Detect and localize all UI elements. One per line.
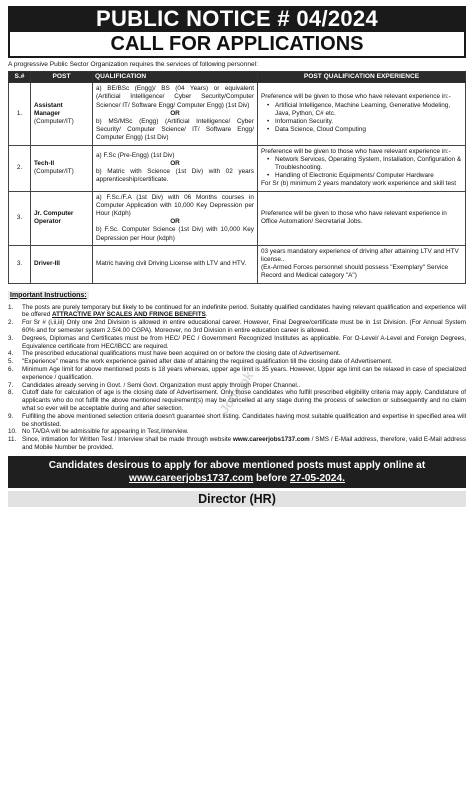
experience-bullet: • Artificial Intelligence, Machine Learning, Generative Modeling, Java, Python, C# etc. (267, 101, 451, 117)
post-title: Tech-II (34, 159, 55, 167)
list-item: 10. No TA/DA will be admissible for appearing in Test,/interview. (8, 428, 189, 436)
posts-table (8, 71, 466, 284)
experience-tail: For Sr (b) minimum 2 years mandatory work experience and skill test (261, 180, 456, 188)
list-item: 2. For Sr # (i,ii,iii) Only one 2nd Division is allowed in entire educational career. However, Final Degree/certificate must be in 1st Division. (For Annual System 60% and for semester system 2.5/4.00 CGPA). Moreover, no 3rd Division in entire education career is allowed. (8, 319, 466, 335)
experience-bullet: • Handling of Electronic Equipments/ Computer Hardware (267, 172, 434, 180)
col-header-post: POST (31, 72, 93, 83)
website-link[interactable]: www.careerjobs1737.com (233, 436, 310, 444)
bullet-icon: • (267, 155, 270, 163)
qualification-b: b) MS/MSc (Engg) (Artificial Intelligence/ Cyber Security/ Computer Science/ IT/ Software Engg/ Computer Engg) (1st Div) (96, 118, 254, 142)
post-title: Assistant Manager (34, 101, 63, 117)
list-item: 9. Fulfilling the above mentioned selection criteria doesn't guarantee short listing. Candidates having most suitable qualification and expertise in specified area will be shortlisted. (8, 412, 466, 428)
apply-website-link[interactable]: www.careerjobs1737.com (129, 472, 254, 484)
qualification-b: b) Matric with Science (1st Div) with 02 years apprenticeship/certificate. (96, 168, 254, 184)
apply-line: Candidates desirous to apply for above mentioned posts must apply online at (48, 459, 426, 471)
row-sno: 3. (9, 191, 31, 245)
or-label: OR (170, 159, 180, 167)
bullet-icon: • (267, 101, 270, 109)
list-item: 7. Candidates already serving in Govt. / Semi Govt. Organization must apply through Proper Channel.. (8, 381, 301, 389)
qualification-a: a) F.Sc./F.A (1st Div) with 06 Months courses in Computer Application with 10,000 Key Depression per Hour (Kdph) (96, 193, 254, 218)
row-post (31, 83, 93, 145)
row-experience (258, 145, 466, 191)
row-experience (258, 83, 466, 145)
bullet-icon: • (267, 118, 270, 126)
table-row (9, 245, 466, 283)
call-for-applications-title: CALL FOR APPLICATIONS (8, 32, 466, 58)
bullet-icon: • (267, 172, 270, 180)
apply-online-banner: Candidates desirous to apply for above mentioned posts must apply online at www.careerjobs1737.com before 27-05-2024. (8, 456, 466, 488)
row-post (31, 145, 93, 191)
post-title: Driver-III (34, 260, 60, 268)
qualification-a: a) F.Sc (Pre-Engg) (1st Div) (96, 151, 175, 159)
table-header-row (9, 72, 466, 83)
list-item: 8. Cutoff date for calculation of age is the closing date of Advertisement. Only those candidates who fulfill prescribed eligibility criteria may apply. Candidature of applicants who do not fulfill the above mentioned requirement(s) may be cancelled at any stage during the process of selection or subsequently and no claim what so ever will be acceptable during and after selection. (8, 389, 466, 413)
intro-text: A progressive Public Sector Organization requires the services of following personnel: (8, 61, 258, 68)
list-item: 11. Since, intimation for Written Test / Interview shall be made through website www.careerjobs1737.com / SMS / E-Mail address, therefore, valid E-Mail address and Mobile Number be provided. (8, 436, 466, 452)
col-header-experience: POST QUALIFICATION EXPERIENCE (258, 72, 466, 83)
table-row (9, 191, 466, 245)
experience-intro: Preference will be given to those who have relevant experience in Office Automation/ Secretarial Jobs. (261, 210, 447, 226)
post-dept: (Computer/IT) (34, 118, 74, 126)
row-post (31, 245, 93, 283)
experience-bullet: • Network Services, Operating System, Installation, Configuration & Troubleshooting. (267, 155, 462, 172)
row-sno: 2. (9, 145, 31, 191)
closing-date: 27-05-2024. (290, 472, 345, 484)
director-signature: Director (HR) (8, 491, 466, 507)
experience-tail: (Ex-Armed Forces personnel should possess "Exemplary" Service Record and Medical category "A") (261, 264, 449, 280)
bullet-icon: • (267, 126, 270, 134)
col-header-qualification: QUALIFICATION (93, 72, 258, 83)
table-row (9, 83, 466, 145)
row-qualification (93, 191, 258, 245)
watermark: Jobz.pk (216, 368, 257, 417)
list-item: 5. "Experience" means the work experience gained after date of attaining the required qualification till the closing date of Advertisement. (8, 358, 393, 366)
row-experience (258, 191, 466, 245)
qualification-b: b) F.Sc. Computer Science (1st Div) with 10,000 Key Depression per Hour (kdph) (96, 226, 254, 242)
col-header-sno: S.# (9, 72, 31, 83)
post-dept: (Computer/IT) (34, 168, 74, 176)
row-qualification (93, 145, 258, 191)
experience-bullet: • Data Science, Cloud Computing (267, 126, 366, 134)
list-item: 6. Minimum Age limit for above mentioned posts is 18 years whereas, upper age limit is 35 years. However, Upper age limit can be relaxed in case of specialized experience / qualification. (8, 366, 466, 381)
list-item: 1. The posts are purely temporary but likely to be continued for an indefinite period. Suitably qualified candidates having relevant qualification and experience will be offered ATTRACTIVE PAY SCALES AND FRINGE BENEFITS. (8, 303, 466, 319)
or-label: OR (170, 109, 180, 117)
instructions-heading: Important Instructions: (10, 291, 87, 299)
list-item: 3. Degrees, Diplomas and Certificates must be from HEC/ PEC / Government Recognized Institutes as applicable. For O-Level/ A-Level and Foreign Degrees, Equivalence certificate from HEC/IBCC are required. (8, 334, 466, 350)
table-row (9, 145, 466, 191)
experience-intro: Preference will be given to those who have relevant experience in:- (261, 93, 451, 101)
benefits-emphasis: ATTRACTIVE PAY SCALES AND FRINGE BENEFITS (52, 311, 206, 319)
list-item: 4. The prescribed educational qualifications must have been acquired on or before the closing date of Advertisement. (8, 350, 341, 358)
row-experience (258, 245, 466, 283)
experience-intro: Preference will be given to those who have relevant experience in:- (261, 147, 451, 155)
qualification-a: Matric having civil Driving License with LTV and HTV. (96, 260, 247, 268)
or-label: OR (170, 218, 180, 226)
qualification-a: a) BE/BSc (Engg)/ BS (04 Years) or equivalent (Artificial Intelligence/ Cyber Security/Computer Science/ IT/ Software Engg/ Computer Engg) (1st Div) (96, 85, 254, 109)
row-qualification (93, 83, 258, 145)
experience-intro: 03 years mandatory experience of driving after attaining LTV and HTV license.. (261, 247, 459, 264)
notice-title: PUBLIC NOTICE # 04/2024 (8, 6, 466, 32)
row-sno: 3. (9, 245, 31, 283)
experience-bullet: • Information Security. (267, 118, 334, 126)
row-qualification (93, 245, 258, 283)
post-title: Jr. Computer Operator (34, 210, 74, 226)
row-sno: 1. (9, 83, 31, 145)
row-post (31, 191, 93, 245)
